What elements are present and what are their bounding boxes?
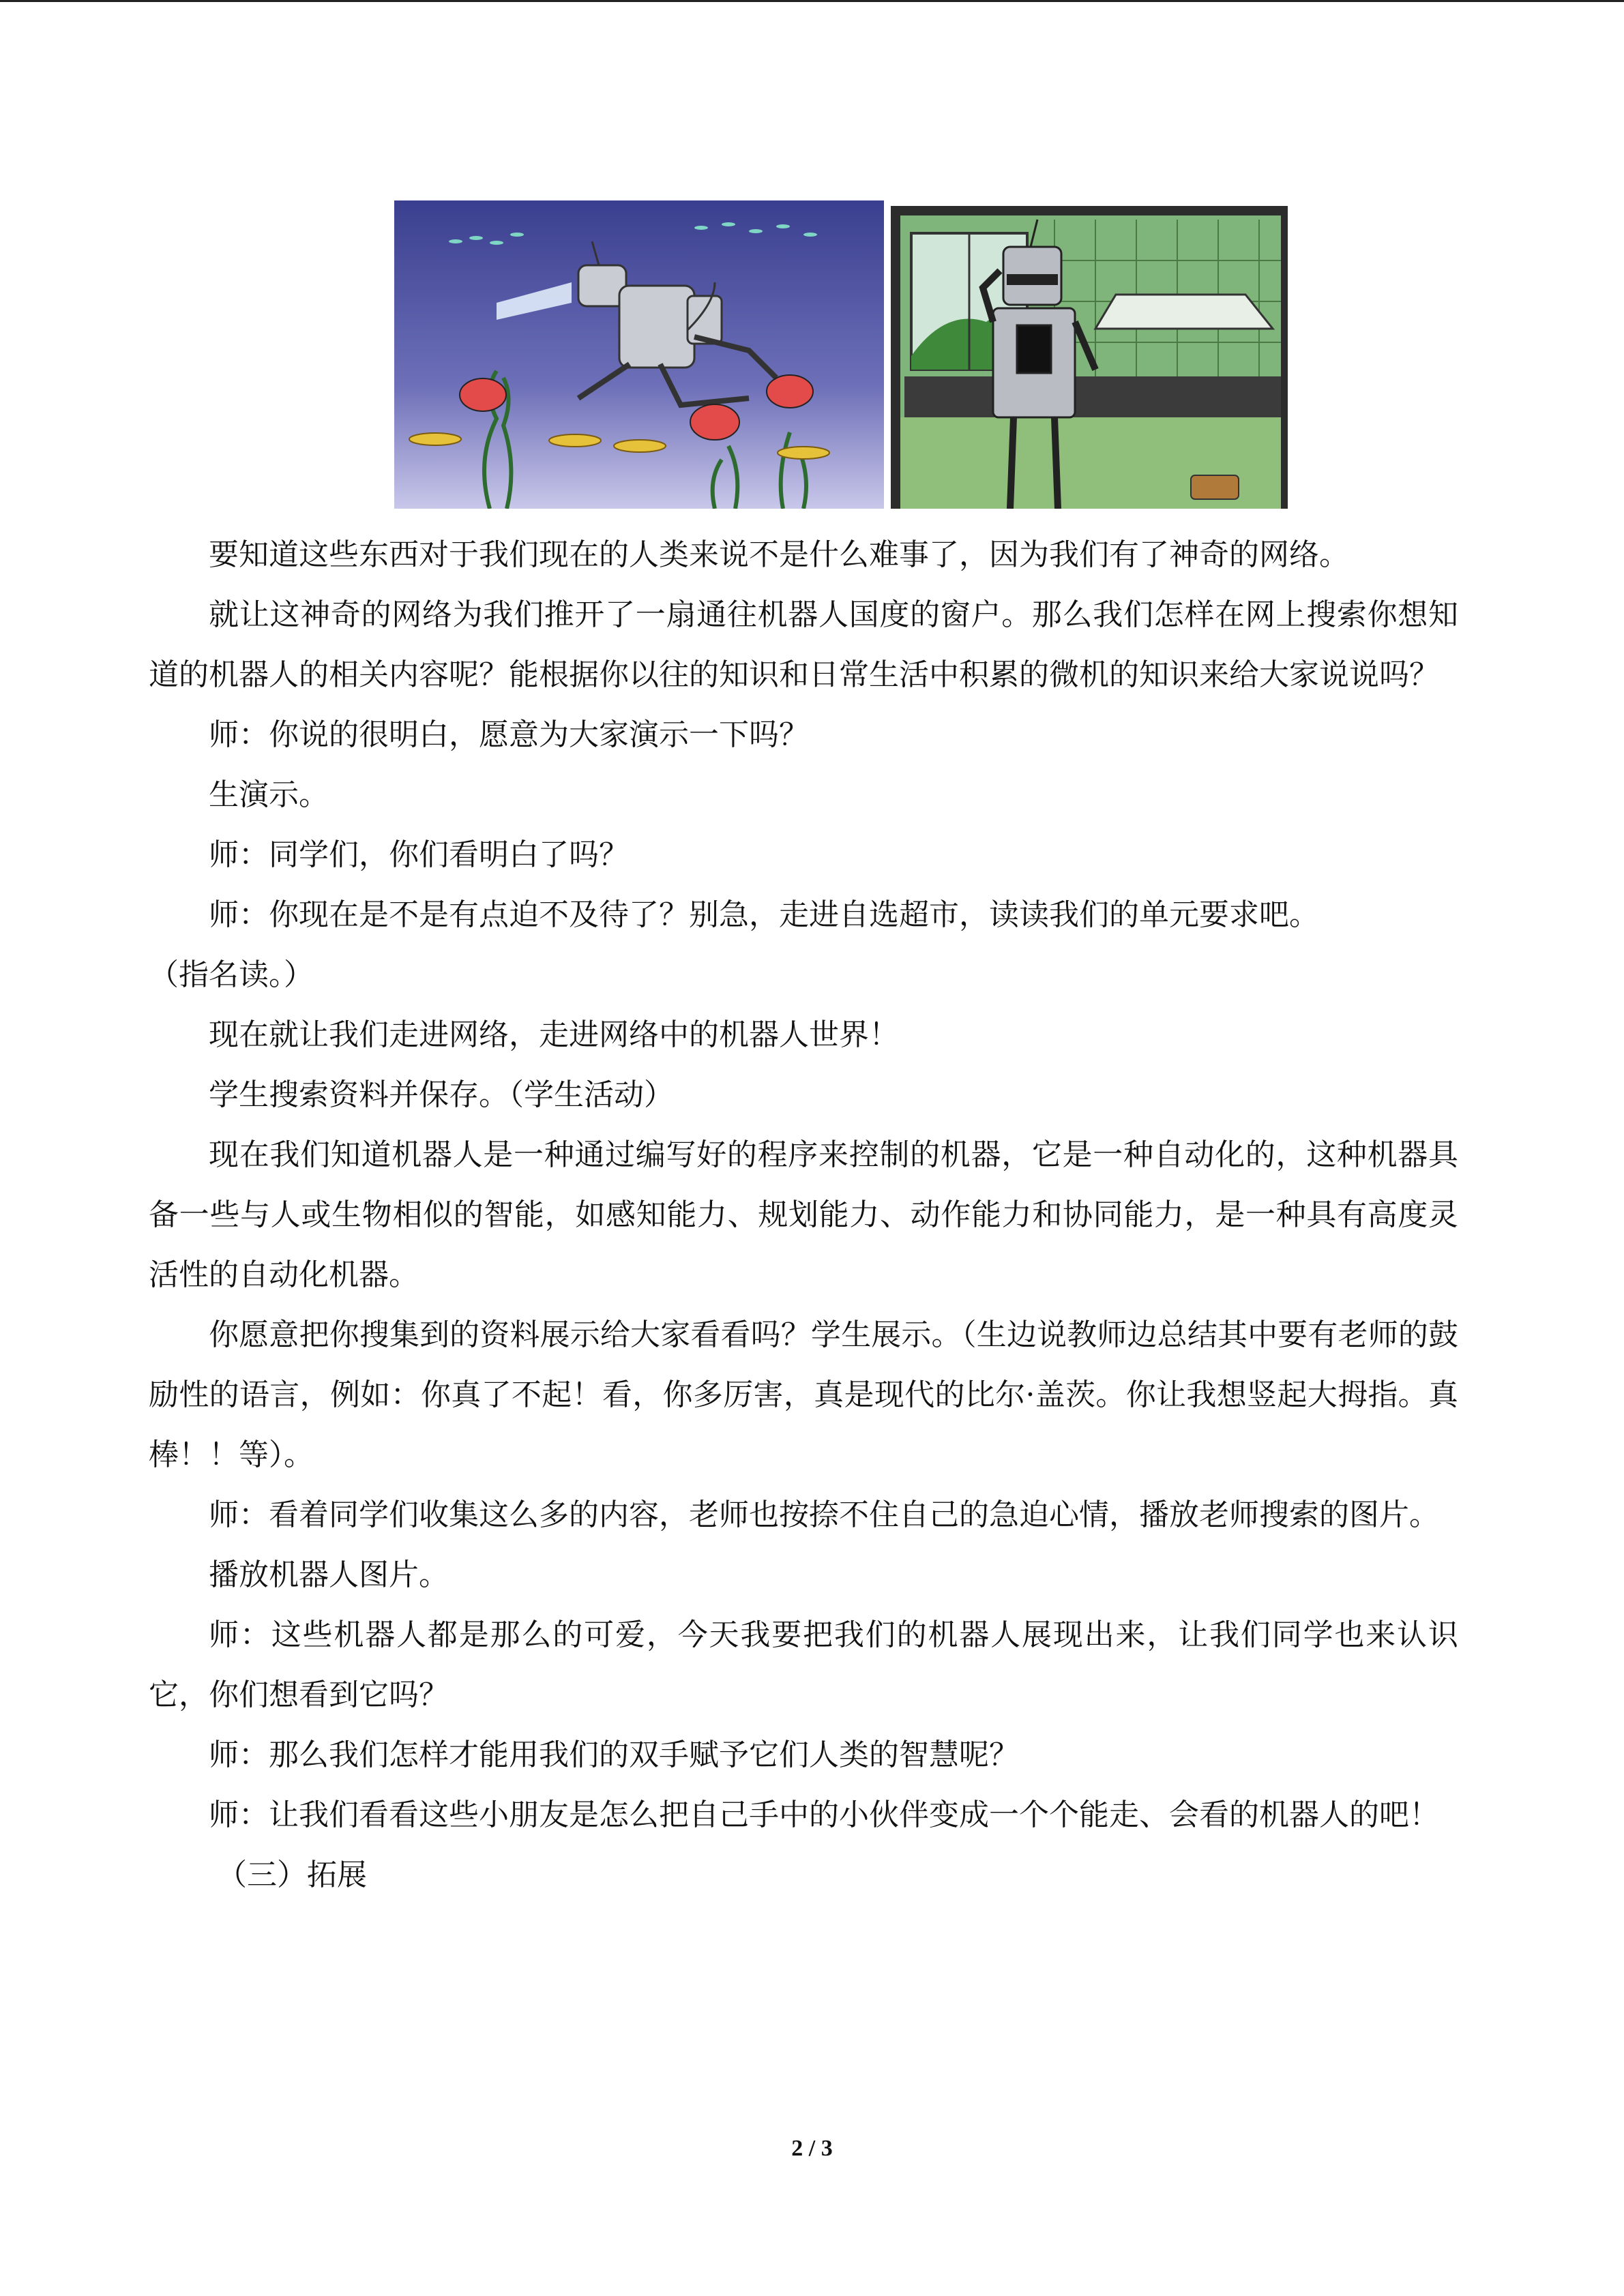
paragraph: 师：那么我们怎样才能用我们的双手赋予它们人类的智慧呢？ xyxy=(209,1738,1019,1772)
paragraph: 生演示。 xyxy=(209,777,329,812)
paragraph: （指名读。） xyxy=(149,957,314,992)
underwater-robot-illustration xyxy=(394,200,884,509)
paragraph: 师：同学们，你们看明白了吗？ xyxy=(209,837,629,872)
paragraph: 师：你说的很明白，愿意为大家演示一下吗？ xyxy=(209,717,809,752)
paragraph: 师：让我们看看这些小朋友是怎么把自己手中的小伙伴变成一个个能走、会看的机器人的吧！ xyxy=(209,1798,1439,1832)
paragraph: 现在我们知道机器人是一种通过编写好的程序来控制的机器，它是一种自动化的，这种机器具备一些与人或生物相似的智能，如感知能力、规划能力、动作能力和协同能力，是一种具有高度灵活性的自动化机器。 xyxy=(149,1137,1458,1292)
paragraph: 师：这些机器人都是那么的可爱，今天我要把我们的机器人展现出来，让我们同学也来认识它，你们想看到它吗？ xyxy=(149,1617,1458,1712)
page-number: 2 / 3 xyxy=(791,2136,833,2161)
paragraph: 学生搜索资料并保存。（学生活动） xyxy=(209,1077,674,1112)
top-border xyxy=(0,0,1624,2)
paragraph: 播放机器人图片。 xyxy=(209,1557,449,1592)
paragraph: 师：你现在是不是有点迫不及待了？别急，走进自选超市，读读我们的单元要求吧。 xyxy=(209,897,1319,932)
paragraph: 师：看着同学们收集这么多的内容，老师也按捺不住自己的急迫心情，播放老师搜索的图片。 xyxy=(209,1497,1439,1532)
paragraph: 现在就让我们走进网络，走进网络中的机器人世界！ xyxy=(209,1017,899,1052)
paragraph: 要知道这些东西对于我们现在的人类来说不是什么难事了，因为我们有了神奇的网络。 xyxy=(209,537,1349,572)
section-heading: （三）拓展 xyxy=(217,1858,367,1892)
paragraph: 就让这神奇的网络为我们推开了一扇通往机器人国度的窗户。那么我们怎样在网上搜索你想知道的机器人的相关内容呢？能根据你以往的知识和日常生活中积累的微机的知识来给大家说说吗？ xyxy=(149,597,1458,692)
body-text xyxy=(149,525,1458,1905)
paragraph: 你愿意把你搜集到的资料展示给大家看看吗？学生展示。（生边说教师边总结其中要有老师的鼓励性的语言，例如：你真了不起！看，你多厉害，真是现代的比尔·盖茨。你让我想竖起大拇指。真棒！！等）。 xyxy=(149,1317,1458,1472)
kitchen-robot-phone-illustration xyxy=(891,206,1288,509)
figure-row xyxy=(394,200,1288,509)
